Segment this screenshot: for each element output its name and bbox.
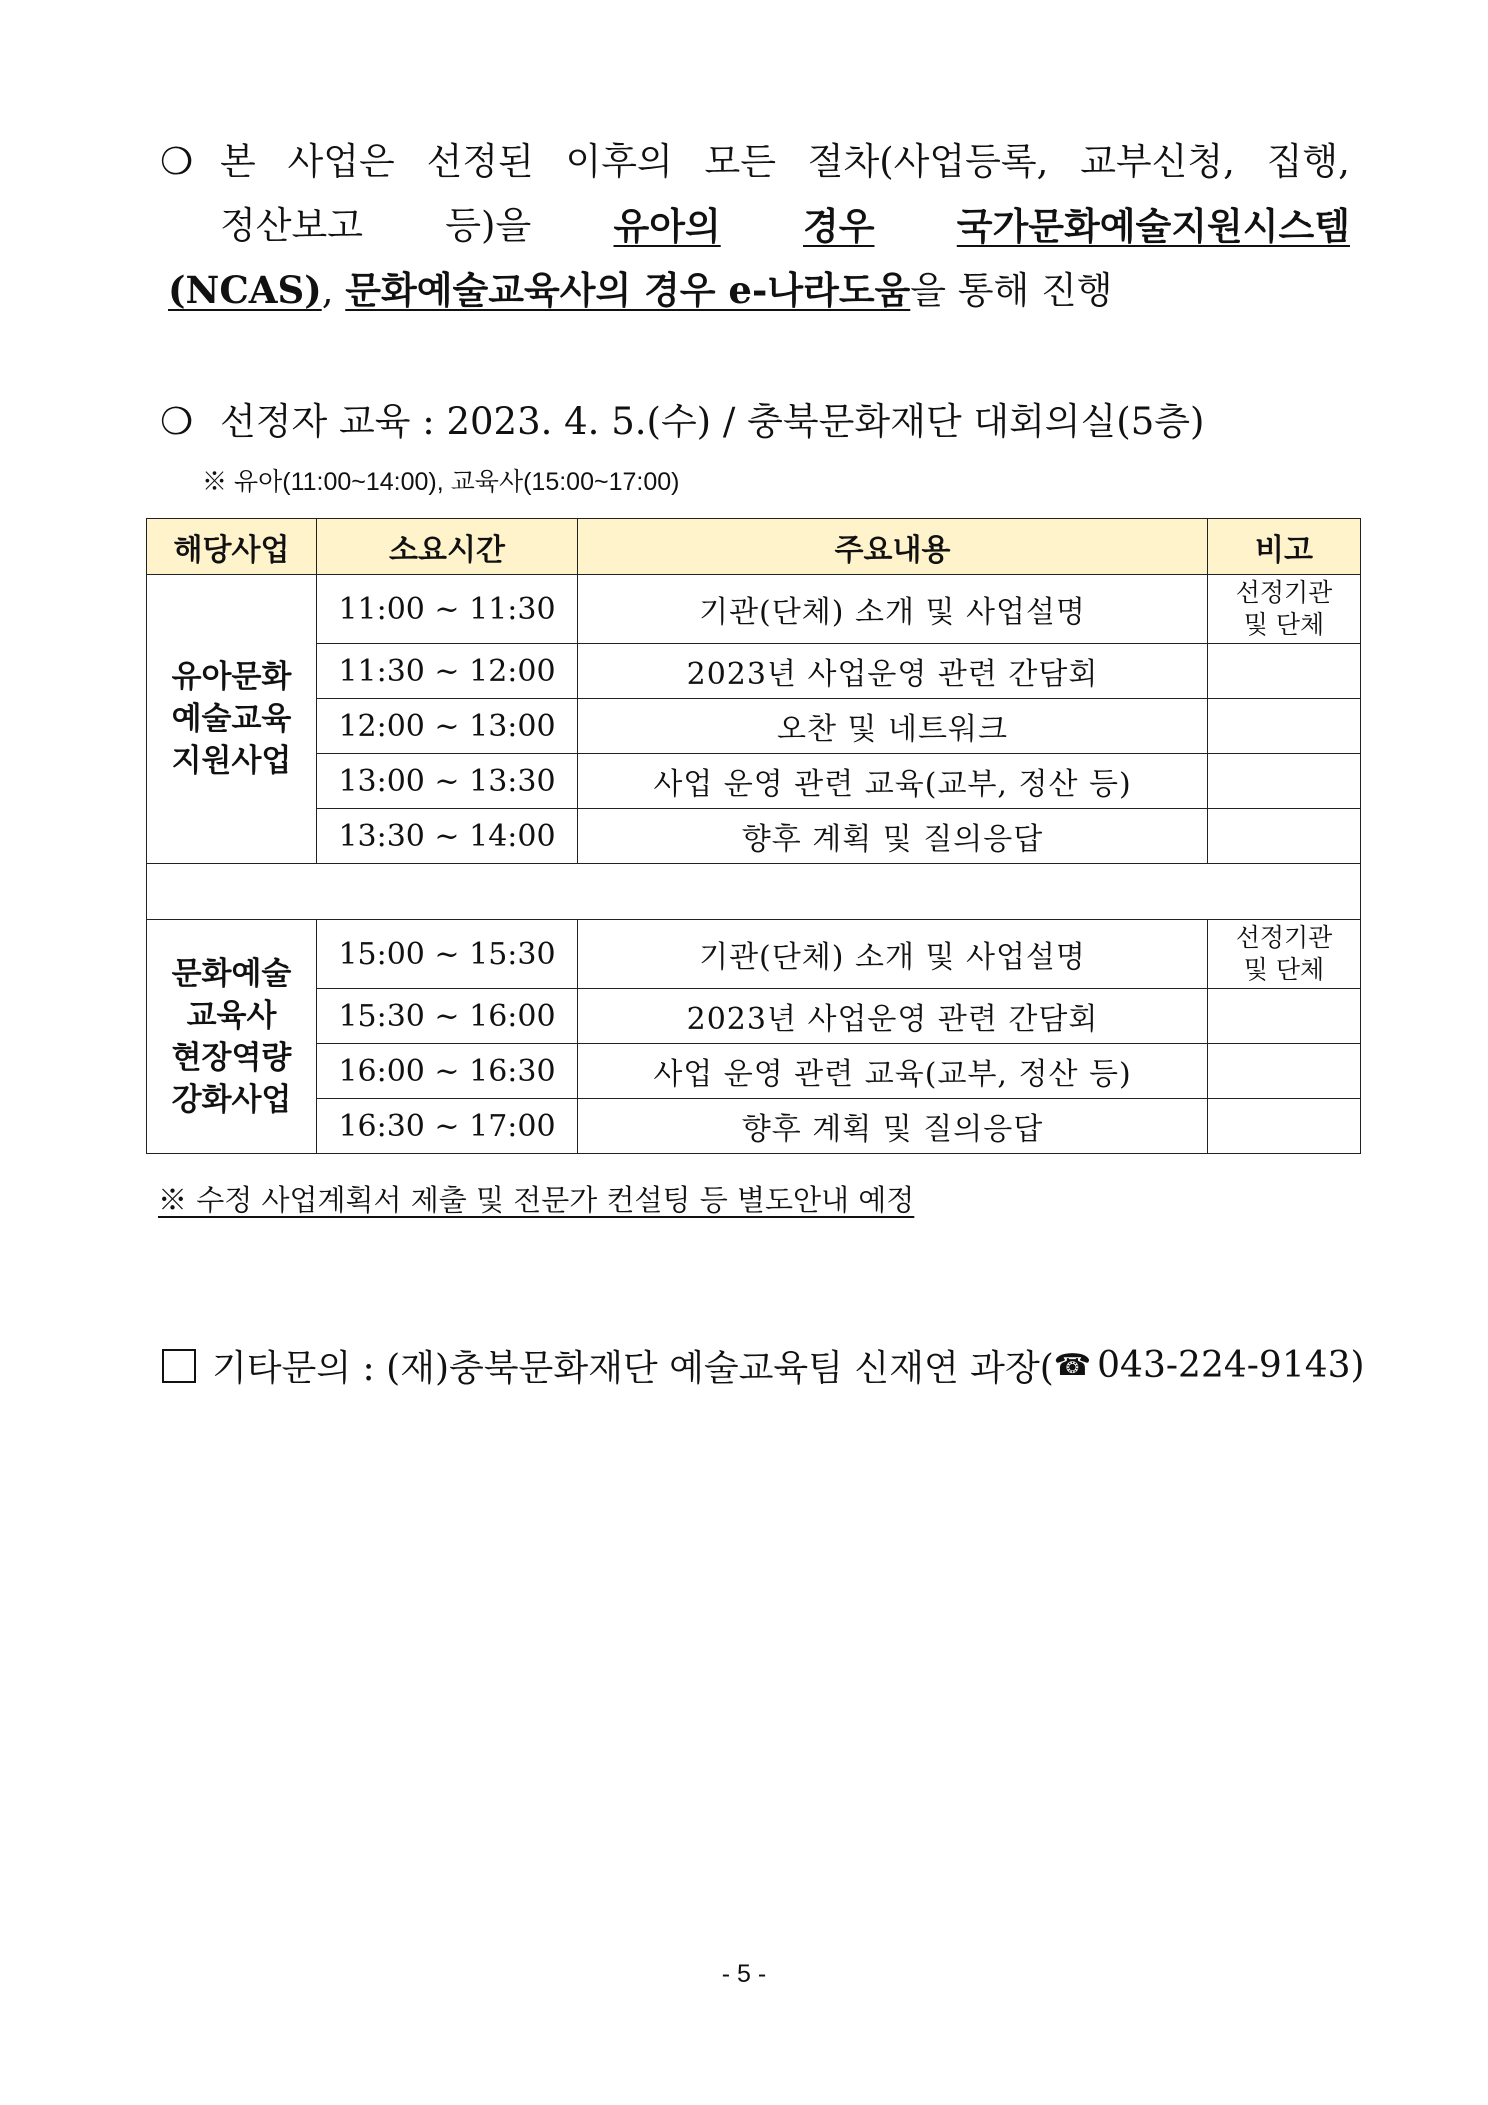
circle-bullet-icon: ❍ [160,400,194,443]
content-cell: 사업 운영 관련 교육(교부, 정산 등) [578,1044,1208,1099]
content-cell: 사업 운영 관련 교육(교부, 정산 등) [578,754,1208,809]
content-cell: 향후 계획 및 질의응답 [578,1099,1208,1154]
contact-label: 기타문의 : (재)충북문화재단 예술교육팀 신재연 과장( [212,1348,1054,1389]
word: 사업은 [287,140,395,183]
table-row [147,809,1361,864]
procedure-line-1 [160,130,1350,194]
note-line: 선정기관 [1235,923,1333,952]
circle-bullet-icon: ❍ [160,140,194,183]
note-line: 및 단체 [1243,955,1325,984]
word: 모든 [704,140,776,183]
content-cell: 기관(단체) 소개 및 사업설명 [578,920,1208,989]
note-cell [1208,989,1361,1044]
note-cell [1208,575,1361,644]
word: 등)을 [445,204,532,247]
note-cell [1208,754,1361,809]
consulting-note: ※ 수정 사업계획서 제출 및 전문가 컨설팅 등 별도안내 예정 [158,1183,915,1217]
note-cell [1208,1044,1361,1099]
table-row [147,754,1361,809]
table-row [147,1099,1361,1154]
table-row [147,644,1361,699]
note-line: 선정기관 [1235,578,1333,607]
emphasis-text: 경우 [803,204,875,248]
program-line: 문화예술 [171,955,292,992]
training-line: 선정자 교육 : 2023. 4. 5.(수) / 충북문화재단 대회의실(5층) [220,400,1205,443]
program-cell [147,920,317,1154]
time-cell: 13:30 ~ 14:00 [317,809,578,864]
time-cell: 11:30 ~ 12:00 [317,644,578,699]
program-line: 현장역량 [171,1039,292,1076]
paragraph-training [160,390,1204,454]
emphasis-text: 유아의 [613,204,721,248]
paragraph-procedure [160,130,1350,323]
program-line: 강화사업 [171,1081,292,1118]
emphasis-text: 국가문화예술지원시스템 [956,204,1350,248]
program-line: 교육사 [186,997,277,1034]
content-cell: 2023년 사업운영 관련 간담회 [578,644,1208,699]
time-cell: 15:00 ~ 15:30 [317,920,578,989]
word: 선정된 [426,140,534,183]
phone-icon: ☎ [1053,1348,1092,1383]
content-cell: 향후 계획 및 질의응답 [578,809,1208,864]
word: 교부신청, [1080,140,1235,183]
header-content: 주요내용 [578,519,1208,575]
program-line: 유아문화 [171,659,292,695]
contact-line [162,1340,1365,1391]
note-cell [1208,809,1361,864]
table-spacer-row [147,864,1361,920]
program-line: 지원사업 [171,743,292,779]
header-program: 해당사업 [147,519,317,575]
note-cell [1208,644,1361,699]
checkbox-square-icon [162,1349,196,1383]
note-line: 및 단체 [1243,610,1325,639]
schedule-table [146,518,1361,1154]
header-note: 비고 [1208,519,1361,575]
plain-text: 을 통해 진행 [910,269,1113,312]
program-cell [147,575,317,864]
table-header-row [147,519,1361,575]
word: 이후의 [565,140,673,183]
word: 본 [220,140,256,183]
word: 집행, [1266,140,1350,183]
table-row [147,920,1361,989]
word: 정산보고 [220,204,363,247]
procedure-line-2 [160,194,1350,258]
emphasis-text: 문화예술교육사의 경우 e-나라도움 [345,268,911,312]
spacer-cell [147,864,1361,920]
time-cell: 16:00 ~ 16:30 [317,1044,578,1099]
content-cell: 오찬 및 네트워크 [578,699,1208,754]
table-row [147,989,1361,1044]
time-cell: 13:00 ~ 13:30 [317,754,578,809]
time-note: ※ 유아(11:00~14:00), 교육사(15:00~17:00) [202,468,680,496]
content-cell: 2023년 사업운영 관련 간담회 [578,989,1208,1044]
note-cell [1208,699,1361,754]
header-time: 소요시간 [317,519,578,575]
time-cell: 11:00 ~ 11:30 [317,575,578,644]
contact-phone: 043-224-9143) [1097,1345,1365,1386]
time-cell: 16:30 ~ 17:00 [317,1099,578,1154]
note-cell [1208,1099,1361,1154]
note-cell [1208,920,1361,989]
program-line: 예술교육 [171,701,292,737]
table-row [147,575,1361,644]
time-cell: 15:30 ~ 16:00 [317,989,578,1044]
comma: , [321,269,334,312]
emphasis-text: (NCAS) [168,268,322,312]
word: 절차(사업등록, [807,140,1049,183]
table-row [147,699,1361,754]
procedure-line-3 [160,258,1350,323]
content-cell: 기관(단체) 소개 및 사업설명 [578,575,1208,644]
time-cell: 12:00 ~ 13:00 [317,699,578,754]
table-row [147,1044,1361,1099]
page-number: - 5 - [721,1960,767,1988]
